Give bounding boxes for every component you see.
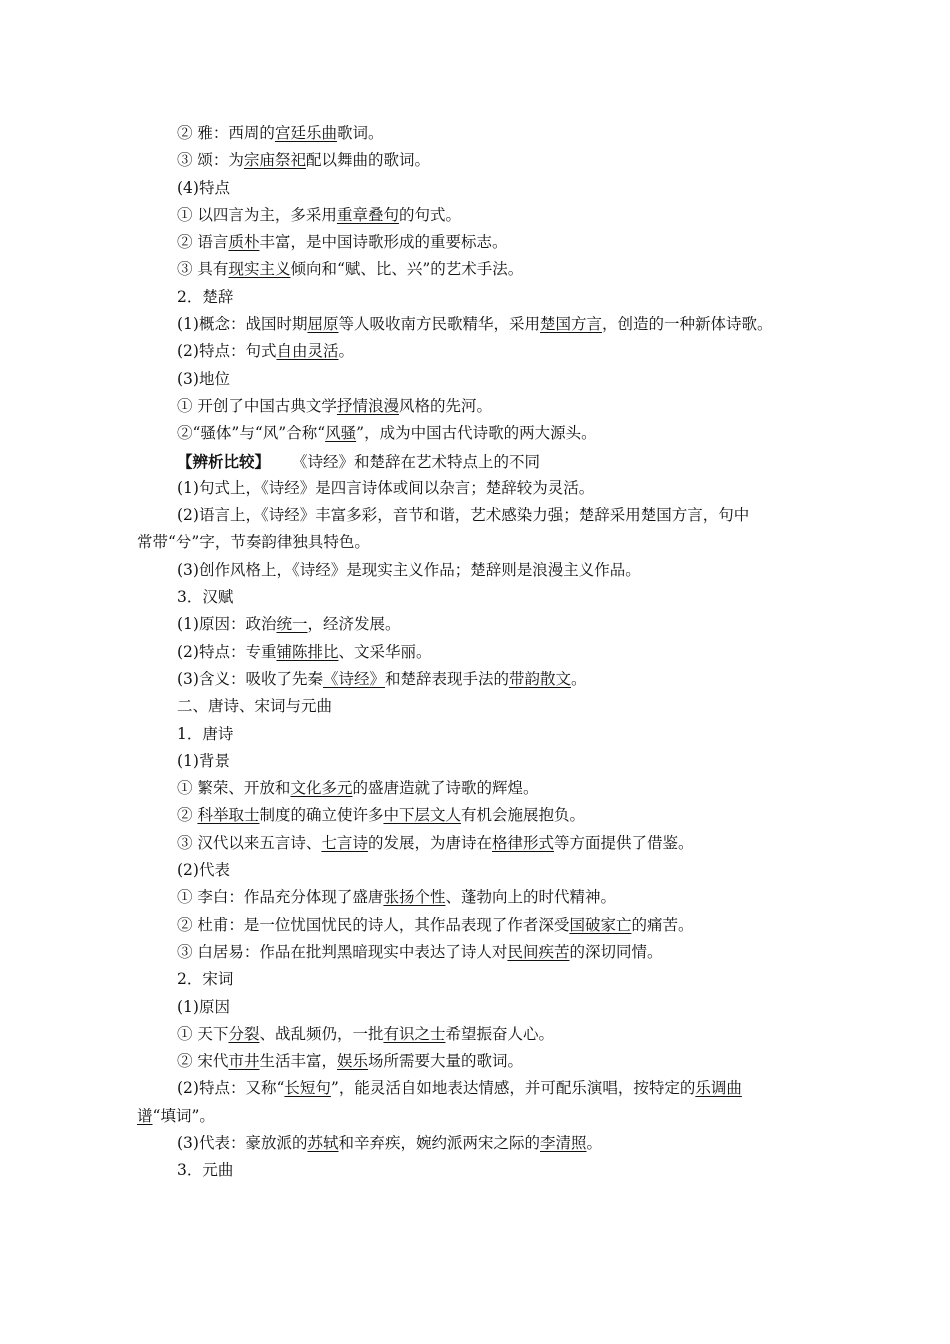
text-span: ① 繁荣、开放和 — [177, 779, 291, 798]
text-line — [137, 502, 827, 529]
text-line — [137, 557, 827, 584]
text-span: (2)特点：又称“ — [177, 1079, 285, 1098]
text-span: “填词”。 — [152, 1106, 215, 1125]
text-span: (1)原因 — [177, 997, 230, 1016]
text-span: 二、唐诗、宋词与元曲 — [177, 697, 333, 716]
underlined-answer: 有识之士 — [383, 1024, 446, 1043]
text-span: (2)语言上，《诗经》丰富多彩，音节和谐，艺术感染力强；楚辞采用楚国方言，句中 — [177, 506, 750, 525]
text-span: 生活丰富， — [259, 1052, 337, 1071]
text-line — [137, 775, 827, 802]
text-line — [137, 311, 827, 338]
underlined-answer: 宗庙祭祀 — [243, 151, 306, 170]
text-span: (2)特点：专重 — [177, 642, 277, 661]
section-heading — [137, 284, 827, 311]
text-span: (3)地位 — [177, 369, 230, 388]
text-span: (1)原因：政治 — [177, 615, 277, 634]
text-span: 希望振奋人心。 — [445, 1024, 554, 1043]
text-span: ① 开创了中国古典文学 — [177, 396, 337, 415]
underlined-answer: 长短句 — [284, 1079, 331, 1098]
text-span: 1．唐诗 — [177, 724, 234, 743]
text-span: 丰富，是中国诗歌形成的重要标志。 — [259, 233, 508, 252]
text-span: 的发展，为唐诗在 — [367, 833, 492, 852]
text-span: 。 — [338, 342, 354, 361]
text-span: (1)句式上，《诗经》是四言诗体或间以杂言；楚辞较为灵活。 — [177, 478, 595, 497]
text-line — [137, 338, 827, 365]
text-span: 歌词。 — [336, 124, 384, 142]
text-span: ① 以四言为主，多采用 — [177, 205, 337, 224]
text-span: ② 语言 — [177, 233, 229, 252]
text-span: 《诗经》和楚辞在艺术特点上的不同 — [292, 452, 541, 471]
text-span: 。 — [586, 1133, 603, 1152]
text-line — [137, 912, 827, 939]
text-span: (3)代表：豪放派的 — [177, 1133, 308, 1152]
text-span: (2)特点：句式 — [177, 342, 277, 361]
text-line — [137, 475, 827, 502]
underlined-answer: 重章叠句 — [336, 205, 399, 224]
document-body — [137, 120, 827, 1185]
text-span: ① 天下 — [177, 1024, 229, 1043]
text-span: ③ 白居易：作品在批判黑暗现实中表达了诗人对 — [177, 942, 508, 961]
text-span: 倾向和“赋、比、兴”的艺术手法。 — [290, 260, 524, 279]
text-span: ② 宋代 — [177, 1052, 229, 1071]
text-line-continued — [137, 529, 827, 556]
text-span: 。 — [571, 669, 587, 688]
text-line — [137, 611, 827, 638]
text-span: ”，能灵活自如地表达情感，并可配乐演唱，按特定的 — [330, 1079, 696, 1098]
text-span: (3)含义：吸收了先秦 — [177, 669, 323, 688]
text-line — [137, 256, 827, 283]
underlined-answer: 李清照 — [540, 1133, 587, 1152]
text-span: 制度的确立使许多 — [259, 806, 384, 825]
underlined-answer: 七言诗 — [321, 833, 368, 852]
section-heading — [137, 966, 827, 993]
text-span: 和辛弃疾，婉约派两宋之际的 — [338, 1133, 540, 1152]
text-span: ③ 具有 — [177, 260, 229, 279]
text-line — [137, 802, 827, 829]
underlined-answer: 乐调曲 — [695, 1079, 742, 1098]
section-heading — [137, 584, 827, 611]
section-heading — [137, 748, 827, 775]
underlined-answer: 格律形式 — [491, 833, 554, 852]
underlined-answer: 楚国方言 — [540, 315, 603, 334]
section-heading — [137, 366, 827, 393]
chapter-heading — [137, 693, 827, 720]
text-span: 的痛苦。 — [631, 915, 694, 934]
text-line — [137, 202, 827, 229]
section-heading — [137, 175, 827, 202]
underlined-answer: 分裂 — [228, 1024, 260, 1043]
section-heading — [137, 994, 827, 1021]
text-span: 场所需要大量的歌词。 — [367, 1052, 523, 1071]
text-span: ③ 汉代以来五言诗、 — [177, 833, 322, 852]
text-span: 3．汉赋 — [177, 588, 234, 607]
underlined-answer: 国破家亡 — [569, 915, 632, 934]
text-span: 风格的先河。 — [398, 396, 492, 415]
text-span: 等人吸收南方民歌精华，采用 — [338, 315, 540, 334]
text-span: 3．元曲 — [177, 1161, 234, 1180]
text-line — [137, 1048, 827, 1075]
text-line — [137, 1075, 827, 1102]
underlined-answer: 文化多元 — [290, 779, 353, 798]
underlined-answer: 谱 — [137, 1106, 153, 1125]
section-heading — [137, 721, 827, 748]
text-span: 2．楚辞 — [177, 287, 234, 306]
text-span: ① 李白：作品充分体现了盛唐 — [177, 888, 384, 907]
underlined-answer: 屈原 — [307, 315, 339, 334]
section-heading — [137, 857, 827, 884]
underlined-answer: 中下层文人 — [383, 806, 461, 825]
underlined-answer: 娱乐 — [336, 1052, 368, 1071]
text-span: ② 雅：西周的 — [177, 124, 275, 142]
text-line — [137, 666, 827, 693]
underlined-answer: 《诗经》 — [322, 669, 385, 688]
text-line — [137, 229, 827, 256]
text-line — [137, 639, 827, 666]
underlined-answer: 自由灵活 — [276, 342, 339, 361]
text-span: ② 杜甫：是一位忧国忧民的诗人，其作品表现了作者深受 — [177, 915, 570, 934]
text-line — [137, 393, 827, 420]
underlined-answer: 风骚 — [325, 424, 357, 443]
text-span: ③ 颂：为 — [177, 151, 244, 170]
text-span: 等方面提供了借鉴。 — [553, 833, 694, 852]
underlined-answer: 宫廷乐曲 — [274, 124, 337, 142]
underlined-answer: 张扬个性 — [383, 888, 446, 907]
text-span: 和楚辞表现手法的 — [384, 669, 509, 688]
text-span: 2．宋词 — [177, 970, 234, 989]
underlined-answer: 科举取士 — [197, 806, 260, 825]
text-line — [137, 420, 827, 447]
text-span: 的盛唐造就了诗歌的辉煌。 — [352, 779, 539, 798]
underlined-answer: 带韵散文 — [509, 669, 572, 688]
text-span: (2)代表 — [177, 861, 230, 880]
text-span: ，经济发展。 — [307, 615, 401, 634]
text-span: 常带“兮”字，节奏韵律独具特色。 — [137, 533, 370, 552]
text-span: 、文采华丽。 — [338, 642, 432, 661]
text-line — [137, 939, 827, 966]
underlined-answer: 铺陈排比 — [276, 642, 339, 661]
underlined-answer: 现实主义 — [228, 260, 291, 279]
text-span: (1)概念：战国时期 — [177, 315, 308, 334]
text-span: 配以舞曲的歌词。 — [305, 151, 430, 170]
text-span: 的句式。 — [398, 205, 461, 224]
text-line — [137, 830, 827, 857]
text-line — [137, 884, 827, 911]
text-span: 、蓬勃向上的时代精神。 — [445, 888, 616, 907]
underlined-answer: 质朴 — [228, 233, 260, 252]
text-span: 的深切同情。 — [569, 942, 663, 961]
bracket-label: 【辨析比较】 — [177, 451, 271, 471]
text-span: ，创造的一种新体诗歌。 — [602, 315, 773, 334]
text-line — [137, 147, 827, 174]
underlined-answer: 民间疾苦 — [507, 942, 570, 961]
underlined-answer: 市井 — [228, 1052, 260, 1071]
text-span: 、战乱频仍，一批 — [259, 1024, 384, 1043]
comparison-heading — [137, 448, 827, 475]
text-span: ”，成为中国古代诗歌的两大源头。 — [356, 424, 597, 443]
text-span: ②“骚体”与“风”合称“ — [177, 424, 326, 443]
text-line — [137, 1130, 827, 1157]
text-span: (4)特点 — [177, 178, 230, 197]
text-line — [137, 120, 827, 147]
text-line-continued — [137, 1103, 827, 1130]
section-heading — [137, 1157, 827, 1184]
underlined-answer: 抒情浪漫 — [336, 396, 399, 415]
text-span: 有机会施展抱负。 — [460, 806, 585, 825]
text-span: (1)背景 — [177, 751, 230, 770]
text-span: (3)创作风格上，《诗经》是现实主义作品；楚辞则是浪漫主义作品。 — [177, 560, 641, 579]
text-span: ② — [177, 806, 198, 825]
text-line — [137, 1021, 827, 1048]
underlined-answer: 苏轼 — [307, 1133, 339, 1152]
underlined-answer: 统一 — [276, 615, 308, 634]
